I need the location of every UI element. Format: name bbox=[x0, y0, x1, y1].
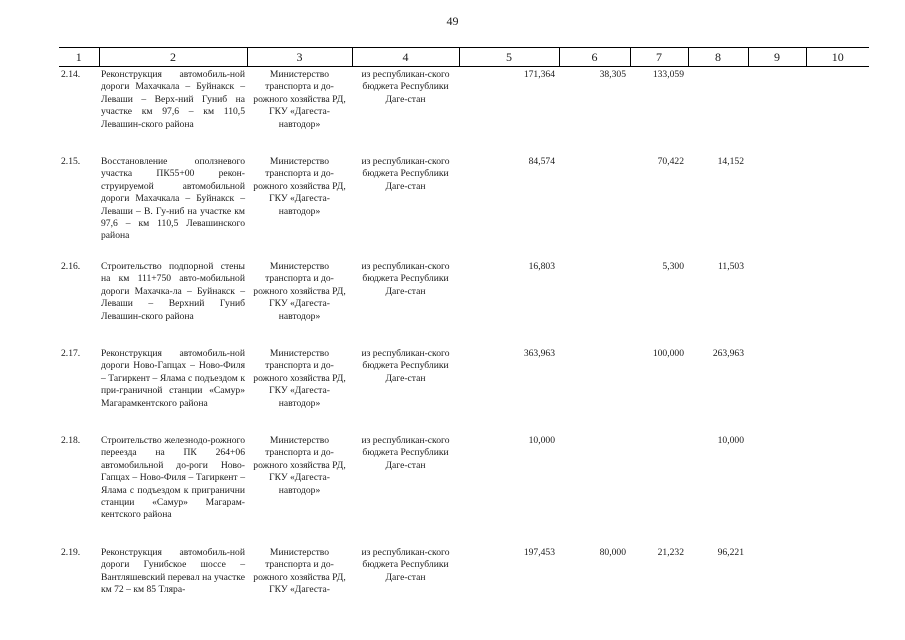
value-col-8: 10,000 bbox=[717, 435, 744, 446]
value-col-7: 70,422 bbox=[657, 156, 684, 167]
col-header-7: 7 bbox=[630, 48, 688, 67]
project-name: Восстановление оползневого участка ПК55+00 рекон-струируемой автомобильной дороги Махачкала – Буйнакск – Леваши – В. Гу-ниб на участке км 97,6 – км 110,5 Левашинского района bbox=[101, 156, 245, 242]
value-col-7 bbox=[630, 433, 688, 545]
value-col-10 bbox=[806, 433, 869, 545]
row-number: 2.19. bbox=[61, 547, 81, 558]
funding-source: из республикан-ского бюджета Республики Даге-стан bbox=[361, 348, 450, 384]
row-number: 2.18. bbox=[61, 435, 81, 446]
table-row bbox=[59, 545, 869, 607]
value-col-7: 100,000 bbox=[652, 348, 684, 359]
row-number: 2.14. bbox=[61, 69, 81, 80]
value-col-6 bbox=[559, 433, 630, 545]
col-header-10: 10 bbox=[806, 48, 869, 67]
value-col-6: 38,305 bbox=[599, 69, 626, 80]
value-col-9 bbox=[748, 346, 806, 433]
project-name: Строительство подпорной стены на км 111+750 авто-мобильной дороги Махачка-ла – Буйнакск – Леваши – Верхний Гуниб Левашин-ского района bbox=[101, 261, 245, 322]
project-name: Реконструкция автомобиль-ной дороги Гунибское шоссе – Вантляшевский перевал на участке км 72 – км 85 Тляра- bbox=[101, 547, 245, 596]
executor: Министерство транспорта и до-рожного хозяйства РД, ГКУ «Дагеста- bbox=[253, 547, 346, 596]
executor: Министерство транспорта и до-рожного хозяйства РД, ГКУ «Дагеста-навтодор» bbox=[253, 156, 346, 217]
row-number: 2.15. bbox=[61, 156, 81, 167]
col-header-6: 6 bbox=[559, 48, 630, 67]
executor: Министерство транспорта и до-рожного хозяйства РД, ГКУ «Дагеста-навтодор» bbox=[253, 69, 346, 130]
table-row bbox=[59, 346, 869, 433]
table-header bbox=[59, 48, 869, 67]
col-header-5: 5 bbox=[459, 48, 559, 67]
value-col-8 bbox=[688, 67, 748, 155]
executor: Министерство транспорта и до-рожного хозяйства РД, ГКУ «Дагеста-навтодор» bbox=[253, 261, 346, 322]
table-row bbox=[59, 259, 869, 346]
funding-source: из республикан-ского бюджета Республики Даге-стан bbox=[361, 547, 450, 583]
table-row bbox=[59, 67, 869, 155]
value-col-6 bbox=[559, 259, 630, 346]
value-col-9 bbox=[748, 545, 806, 607]
value-col-9 bbox=[748, 154, 806, 259]
project-name: Реконструкция автомобиль-ной дороги Ново-Гапцах – Ново-Филя – Тагиркент – Ялама с подъездом к при-граничной станции «Самур» Магарамкентского района bbox=[101, 348, 245, 409]
value-col-8: 14,152 bbox=[717, 156, 744, 167]
value-col-9 bbox=[748, 433, 806, 545]
value-col-8: 96,221 bbox=[717, 547, 744, 558]
value-col-7: 21,232 bbox=[657, 547, 684, 558]
col-header-1: 1 bbox=[59, 48, 99, 67]
row-number: 2.17. bbox=[61, 348, 81, 359]
funding-source: из республикан-ского бюджета Республики Даге-стан bbox=[361, 261, 450, 297]
value-col-5: 363,963 bbox=[523, 348, 555, 359]
funding-source: из республикан-ского бюджета Республики Даге-стан bbox=[361, 69, 450, 105]
funding-source: из республикан-ского бюджета Республики Даге-стан bbox=[361, 156, 450, 192]
col-header-8: 8 bbox=[688, 48, 748, 67]
table-row bbox=[59, 433, 869, 545]
table-row bbox=[59, 154, 869, 259]
value-col-8: 263,963 bbox=[712, 348, 744, 359]
col-header-9: 9 bbox=[748, 48, 806, 67]
value-col-6: 80,000 bbox=[599, 547, 626, 558]
value-col-6 bbox=[559, 154, 630, 259]
value-col-5: 197,453 bbox=[523, 547, 555, 558]
funding-source: из республикан-ского бюджета Республики Даге-стан bbox=[361, 435, 450, 471]
executor: Министерство транспорта и до-рожного хозяйства РД, ГКУ «Дагеста-навтодор» bbox=[253, 348, 346, 409]
value-col-10 bbox=[806, 545, 869, 607]
col-header-4: 4 bbox=[352, 48, 459, 67]
row-number: 2.16. bbox=[61, 261, 81, 272]
value-col-9 bbox=[748, 67, 806, 155]
project-name: Реконструкция автомобиль-ной дороги Махачкала – Буйнакск – Леваши – Верх-ний Гуниб на участке км 97,6 – км 110,5 Левашин-ского района bbox=[101, 69, 245, 130]
budget-table bbox=[59, 47, 869, 607]
value-col-10 bbox=[806, 67, 869, 155]
value-col-10 bbox=[806, 154, 869, 259]
page-number: 49 bbox=[446, 14, 459, 28]
value-col-7: 5,300 bbox=[662, 261, 684, 272]
col-header-2: 2 bbox=[99, 48, 247, 67]
col-header-3: 3 bbox=[247, 48, 352, 67]
value-col-8: 11,503 bbox=[717, 261, 744, 272]
value-col-5: 16,803 bbox=[528, 261, 555, 272]
value-col-10 bbox=[806, 259, 869, 346]
executor: Министерство транспорта и до-рожного хозяйства РД, ГКУ «Дагеста-навтодор» bbox=[253, 435, 346, 496]
value-col-7: 133,059 bbox=[652, 69, 684, 80]
value-col-5: 10,000 bbox=[528, 435, 555, 446]
value-col-5: 171,364 bbox=[523, 69, 555, 80]
value-col-6 bbox=[559, 346, 630, 433]
project-name: Строительство железнодо-рожного переезда на ПК 264+06 автомобильной до-роги Ново-Гапцах – Ново-Филя – Тагиркент – Ялама с подъездом к пригранични станции «Самур» Магарам-кентского района bbox=[101, 435, 245, 521]
value-col-9 bbox=[748, 259, 806, 346]
value-col-10 bbox=[806, 346, 869, 433]
value-col-5: 84,574 bbox=[528, 156, 555, 167]
